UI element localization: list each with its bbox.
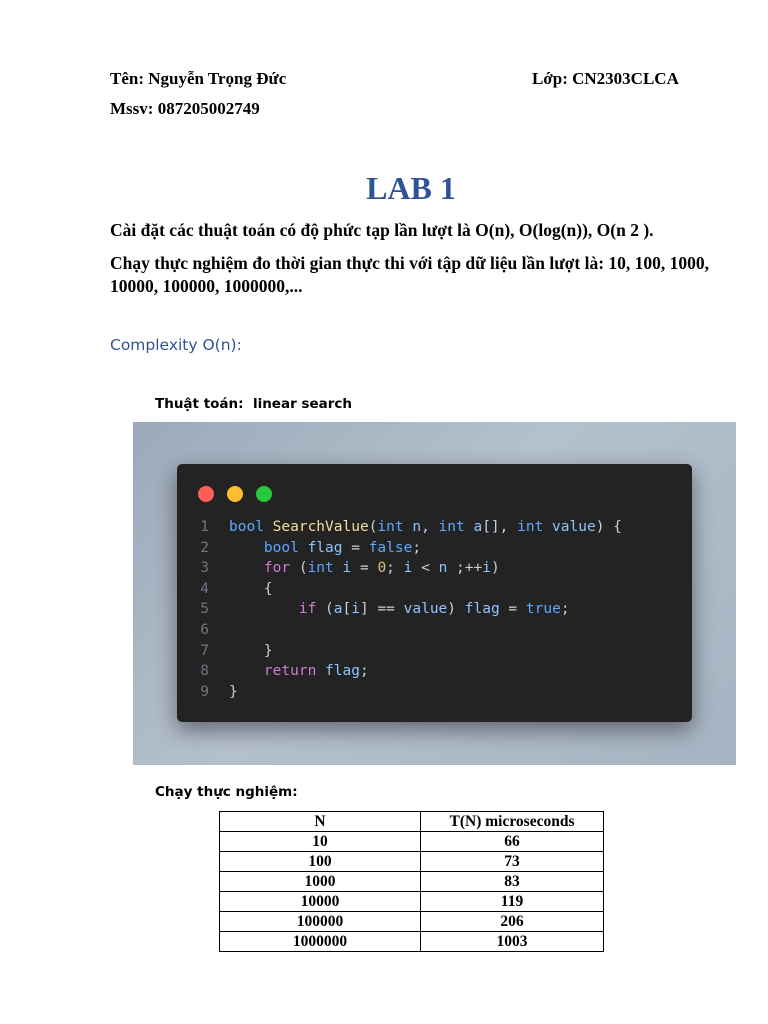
cell-time: 66: [421, 832, 604, 852]
code-token: a: [473, 519, 483, 535]
code-token: SearchValue: [272, 519, 369, 535]
code-token: ;: [359, 663, 369, 680]
table-row: [220, 832, 604, 852]
code-line: [177, 682, 692, 703]
algorithm-caption: Thuật toán: linear search: [155, 396, 353, 412]
student-id: Mssv: 087205002749: [110, 99, 260, 118]
code-token: flag: [325, 663, 360, 680]
table-header-row: [220, 812, 604, 832]
intro-paragraph-1: Cài đặt các thuật toán có độ phức tạp lần lượt là O(n), O(log(n)), O(n 2 ).: [110, 220, 654, 240]
code-token: ;: [386, 560, 404, 577]
section-heading: Complexity O(n):: [110, 336, 242, 354]
code-token: i: [482, 560, 491, 577]
class-label: Lớp: CN2303CLCA: [532, 69, 679, 88]
code-token: ,: [421, 519, 439, 535]
code-token: <: [412, 560, 439, 577]
line-number: 6: [200, 621, 209, 638]
cell-time: 73: [421, 852, 604, 872]
code-token: ) {: [595, 519, 622, 535]
code-token: true: [525, 601, 561, 618]
code-token: [],: [482, 519, 518, 535]
code-token: n: [438, 560, 448, 577]
code-token: (: [368, 519, 378, 535]
code-text: [229, 661, 369, 682]
code-text: [229, 538, 421, 559]
code-text: [229, 579, 273, 600]
code-line: [177, 620, 692, 641]
code-token: ] ==: [359, 601, 404, 618]
code-token: =: [499, 601, 526, 618]
line-number: 7: [200, 642, 209, 659]
code-token: int: [377, 519, 413, 535]
code-token: return: [263, 663, 326, 680]
table-row: [220, 932, 604, 952]
code-token: value: [403, 601, 448, 618]
column-header-time: T(N) microseconds: [421, 812, 604, 832]
table-row: [220, 912, 604, 932]
line-number: 8: [200, 663, 209, 680]
results-table: [219, 811, 604, 952]
code-token: (: [298, 560, 308, 577]
cell-n: 1000: [220, 872, 421, 892]
cell-n: 10: [220, 832, 421, 852]
code-window: [177, 464, 692, 722]
code-token: int: [438, 519, 474, 535]
line-number: 5: [200, 601, 209, 618]
line-number: 1: [200, 519, 209, 535]
code-text: [229, 682, 238, 703]
cell-n: 10000: [220, 892, 421, 912]
code-token: ): [490, 560, 500, 577]
code-line: [177, 517, 692, 538]
code-token: [229, 601, 299, 617]
code-token: =: [351, 560, 378, 577]
cell-n: 1000000: [220, 932, 421, 952]
table-row: [220, 852, 604, 872]
code-token: (: [325, 601, 334, 618]
line-number: 9: [200, 683, 209, 700]
code-text: [229, 641, 273, 662]
code-token: a: [333, 601, 343, 618]
code-screenshot: [133, 422, 736, 765]
line-number: 3: [200, 560, 209, 577]
code-token: flag: [464, 601, 500, 618]
code-token: int: [307, 560, 343, 577]
code-token: {: [229, 580, 273, 597]
code-token: bool: [229, 519, 273, 535]
code-token: [: [342, 601, 352, 618]
code-token: =: [342, 539, 369, 556]
cell-time: 1003: [421, 932, 604, 952]
cell-n: 100: [220, 852, 421, 872]
experiment-caption: Chạy thực nghiệm:: [155, 784, 298, 800]
cell-time: 206: [421, 912, 604, 932]
code-token: i: [403, 560, 413, 577]
code-token: flag: [307, 539, 343, 556]
intro-paragraph-2: Chạy thực nghiệm đo thời gian thực thi với tập dữ liệu lần lượt là: 10, 100, 1000, 10000, 100000, 1000000,...: [110, 253, 710, 296]
code-line: [177, 599, 692, 620]
window-maximize-dot-icon: [256, 486, 272, 502]
code-token: false: [368, 539, 413, 556]
code-token: }: [229, 642, 273, 659]
column-header-n: N: [220, 812, 421, 832]
cell-time: 119: [421, 892, 604, 912]
code-token: ;++: [447, 560, 483, 577]
code-token: int: [517, 519, 553, 535]
code-line: [177, 641, 692, 662]
code-token: [229, 540, 264, 556]
code-block: [177, 517, 692, 702]
code-token: n: [412, 519, 422, 535]
code-line: [177, 661, 692, 682]
code-token: [229, 560, 264, 576]
table-row: [220, 892, 604, 912]
code-token: i: [342, 560, 352, 577]
table-row: [220, 872, 604, 892]
cell-n: 100000: [220, 912, 421, 932]
code-token: 0: [377, 560, 387, 577]
window-close-dot-icon: [198, 486, 214, 502]
code-text: [229, 517, 622, 538]
cell-time: 83: [421, 872, 604, 892]
code-line: [177, 579, 692, 600]
code-token: ): [447, 601, 465, 618]
code-line: [177, 538, 692, 559]
code-token: [229, 663, 264, 679]
line-number: 2: [200, 539, 209, 556]
code-text: [229, 599, 570, 620]
line-number: 4: [200, 580, 209, 597]
page-title: LAB 1: [366, 170, 456, 206]
code-token: if: [298, 601, 326, 618]
code-token: i: [351, 601, 360, 618]
code-line: [177, 558, 692, 579]
code-token: bool: [263, 539, 308, 556]
window-minimize-dot-icon: [227, 486, 243, 502]
code-token: ;: [412, 539, 422, 556]
code-token: for: [263, 560, 299, 577]
code-token: }: [229, 683, 238, 700]
code-text: [229, 558, 500, 579]
code-token: ;: [560, 601, 570, 618]
student-name: Tên: Nguyễn Trọng Đức: [110, 69, 287, 88]
code-token: value: [552, 519, 596, 535]
